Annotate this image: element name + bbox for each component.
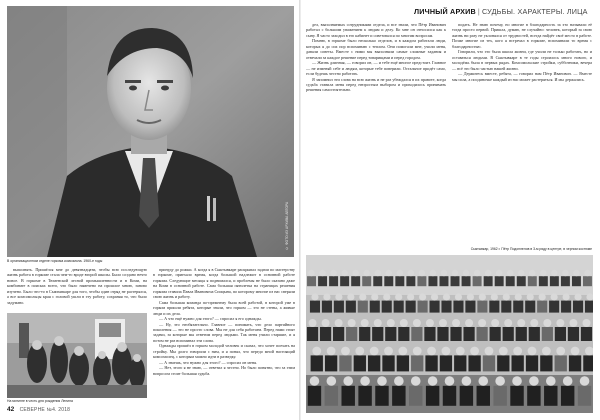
- portrait-photo: [7, 6, 294, 257]
- paragraph: Сама большая команда по-прежнему была всей работой, в которой уже в горком пришли ребята, которые знали, что горком — это не стены, а живые люди и их дела.: [153, 299, 295, 316]
- paragraph: Я запомнил эти слова на всю жизнь и не раз убеждался в их правоте, когда судьба ставила меня перед непростым выбором и приходилось принимать решения самостоятельно.: [306, 76, 446, 93]
- meeting-image: [7, 313, 147, 398]
- paragraph: дел, выполняемых сотрудниками отдела, и все знали, что Пётр Иванович работал с большим уважением к людям и делу. Ко мне он относился как к сыну. Я часто заходил в его кабинет и советовался по многим вопросам.: [306, 22, 446, 38]
- paragraph: Однажды пришёл в горком молодой человек и сказал, что хочет поехать на стройку. Мы долго говорили с ним, и я понял, что передо мной настоящий комсомолец, с которым можно идти в разведку.: [153, 343, 295, 360]
- group-caption: Сыктывкар, 1962 г. Пётр Подоплелов в 3-м ряду в центре, в черном костюме: [470, 247, 592, 251]
- meeting-photo: [7, 313, 147, 398]
- text-column-right-a: [306, 22, 446, 244]
- group-photo: [306, 255, 593, 413]
- text-column-left-b: [153, 267, 295, 400]
- page-folio: [7, 406, 70, 413]
- gutter: [299, 0, 301, 420]
- rubric-separator: |: [477, 7, 480, 16]
- meeting-caption: На митинге в честь дня рождения Ленина: [7, 399, 73, 403]
- rubric-sub: СУДЬБЫ. ХАРАКТЕРЫ. ЛИЦА: [482, 7, 588, 16]
- text-column-right-b: [452, 22, 592, 244]
- rubric-main: ЛИЧНЫЙ АРХИВ: [414, 7, 476, 16]
- section-rubric: [414, 7, 588, 16]
- paragraph: — А знаешь, что нужно для этого? — спросил он меня.: [159, 359, 258, 365]
- paragraph: принуду до рожки. А когда я в Сыктывкаре раскрывал задачи по мастерству в горкоме, приехало время, когда большой надлежит в основной работе горкома. Следующие месяцы я поднимался, и проблемы не было сказано даже на Коми в основной работе. Сама большая пятилетка на страницах решения горкома ставила Павла Ивановича Спицына, по которому многие из нас сверяли свою жизнь и работу.: [153, 267, 295, 300]
- paragraph: — Жизнь длинная, — говорил он, — и тебе ещё многое предстоит. Главное — не изменяй себе и людям, которые тебе поверили. Остальное придёт само, если будешь честно работать.: [306, 60, 446, 77]
- text-column-left-a: [7, 267, 147, 311]
- paragraph: Говорили, что это была школа жизни, где учили не только работать, но и оставаться людьми. В Сыктывкаре в те годы строилось много нового, и молодёжь была в первых рядах. Комсомольские стройки, субботники, вечера — всё это было частью нашей жизни.: [452, 49, 592, 71]
- magazine-name: СЕВЕРНЕ №4. 2018: [19, 407, 71, 413]
- paragraph: подать. Не знаю почему, но многие в благодарность за это называли её тогда просто первой. Пришла, думаю, не случайно: человек, который за свою жизнь ни разу не уклонялся от трудностей, всегда найдёт своё место в работе. Позже многие из тех, кого я встречал в горкоме, вспоминали то время с благодарностью.: [452, 22, 592, 49]
- group-image: [306, 255, 593, 413]
- paragraph: — А что ещё нужно для этого? — спросил я его однажды.: [159, 316, 262, 322]
- portrait-caption: В организационном отделе горкома комсомола. 1960-е годы: [7, 259, 103, 263]
- page-number: 42: [7, 406, 15, 413]
- paragraph: — Ну, это необязательно. Главное — понимать, что дело партийного поколения — это не просто слова. Мы не для себя работаем. Перед нами стоят задачи, за которые мы ответим перед людьми. Так меня учили старшие, и я потом не раз вспоминал эти слова.: [153, 321, 295, 343]
- photo-credit: © ФОТО ИЗ АРХИВА АВТОРА: [285, 201, 289, 250]
- portrait-image: [7, 6, 294, 257]
- paragraph: Помню, в горкоме было несколько отделов, и в каждом работали люди, которых я до сих пор вспоминаю с теплом. Они помогали мне, учили меня, давали советы. Вместе с ними мы выполняли самые сложные задания и отвечали за каждое решение перед товарищами и перед городом.: [306, 38, 446, 60]
- paragraph: — Нет, этого я не знаю, — ответил я честно. Но было понятно, что за этим вопросом стоит большая судьба.: [153, 365, 295, 376]
- paragraph: выполнять. Пришёлся мне до девятнадцати, чтобы всю последующую жизнь работа в горкоме стала чем-то вроде второй школы. Было создано нечто новое. В горкоме в Тюменской лесной промышленности и в Коми, на комбинате в поисках всего, что было намечено на прошлое мною, заново изучено. Было что-то в Сыктывкаре для того, чтобы один отряд не растерялся, а все комсомольцы края с головой ушли в эту работу, сохраняя то, что было задумано.: [7, 267, 147, 305]
- paragraph: — Держитесь вместе, ребята, — говорил нам Пётр Иванович. — Вместе мы сила, а поодиночке каждый из нас может растеряться. И мы держались.: [452, 71, 592, 82]
